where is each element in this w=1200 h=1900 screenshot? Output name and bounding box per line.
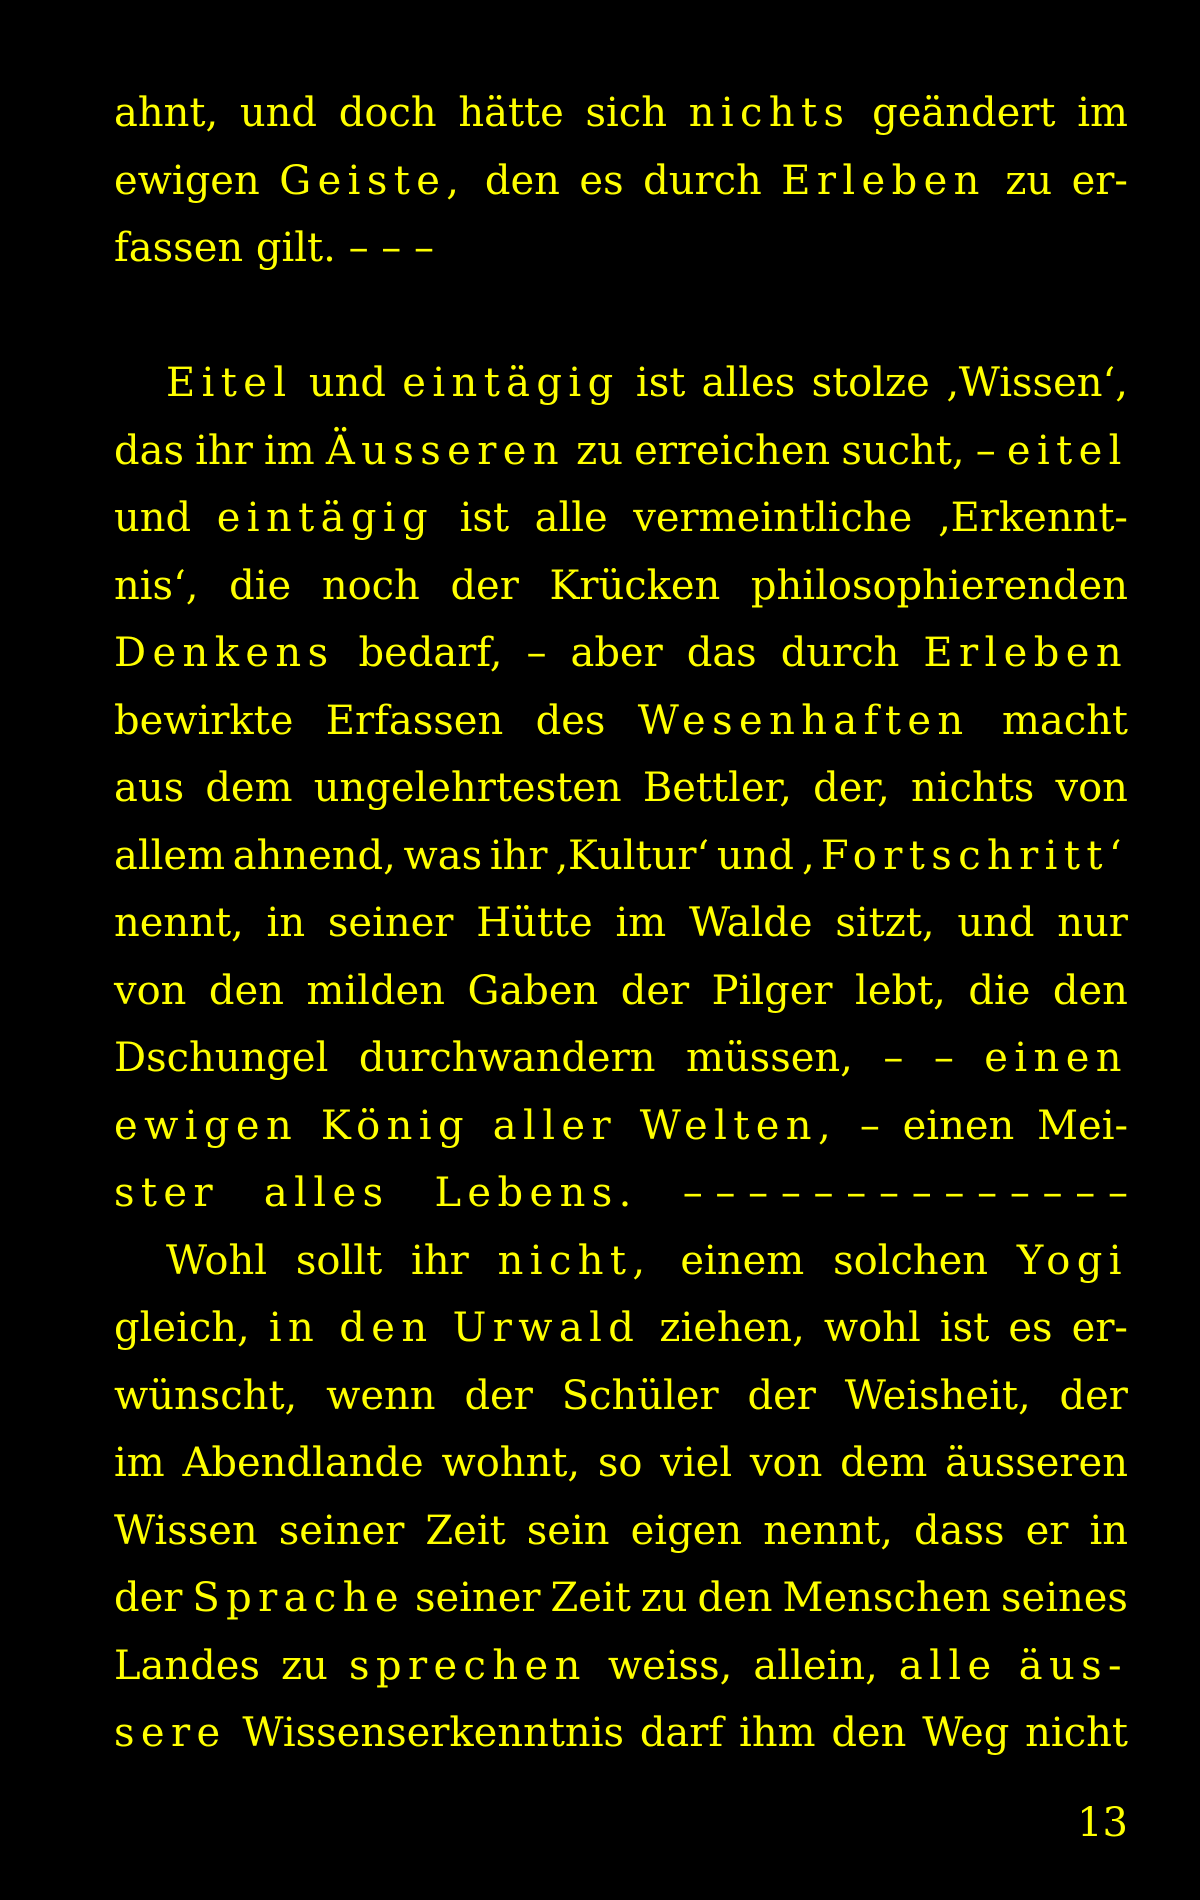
word: alles [701, 360, 796, 406]
word: ist [459, 495, 510, 541]
text-line [114, 1025, 1128, 1093]
word: dem [840, 1440, 928, 1486]
text-line [114, 1633, 1128, 1701]
word: wohnt, [441, 1440, 581, 1486]
word: der [450, 562, 519, 609]
word: Bettler, [642, 765, 792, 811]
word-spaced: sprechen [349, 1642, 587, 1689]
word-spaced: sere [114, 1710, 227, 1756]
word: hätte [458, 90, 564, 136]
text-line [114, 1498, 1128, 1566]
word: er [1025, 1507, 1069, 1554]
word: und [308, 360, 386, 406]
word: äusseren [945, 1440, 1128, 1486]
text-line [114, 958, 1128, 1026]
word: wenn [326, 1372, 436, 1419]
word-spaced: Erleben [923, 630, 1128, 676]
word: bewirkte [114, 697, 294, 744]
dashes: – – – [348, 225, 434, 271]
word: in [1089, 1507, 1128, 1554]
word: macht [1001, 697, 1128, 744]
word: von [749, 1440, 823, 1486]
word: ahnt, [114, 90, 219, 136]
word: es [1008, 1305, 1053, 1351]
word: gleich, [114, 1305, 250, 1351]
word: im [263, 427, 315, 474]
word: nis‘, [114, 562, 199, 609]
word: – [883, 1035, 904, 1081]
word: zu [281, 1642, 328, 1689]
word-spaced: Eitel [166, 360, 293, 406]
word: und [114, 495, 192, 541]
word: es [579, 157, 624, 204]
text-line [114, 1228, 1128, 1296]
word: allem [114, 832, 226, 879]
paragraph-gap [114, 283, 1128, 351]
word: er- [1071, 157, 1128, 204]
word: der [1059, 1372, 1128, 1419]
word: die [229, 562, 292, 609]
word: durch [780, 630, 900, 676]
text-line [114, 1565, 1128, 1633]
word: den [208, 967, 284, 1014]
word: er- [1071, 1305, 1128, 1351]
word: ihm [739, 1710, 816, 1756]
word: der [114, 1575, 183, 1621]
word-spaced: aller [492, 1102, 617, 1149]
word: wünscht, [114, 1372, 298, 1419]
word: Landes [114, 1642, 260, 1689]
word: sitzt, [835, 900, 935, 946]
word: im [114, 1440, 165, 1486]
word: der [464, 1372, 533, 1419]
body-text [114, 80, 1128, 1768]
word: seiner [414, 1575, 541, 1621]
word: müssen, [685, 1035, 853, 1081]
word: Pilger [711, 967, 833, 1014]
word: stolze [811, 360, 930, 406]
word-spaced: Denkens [114, 630, 335, 676]
word: wohl [823, 1305, 921, 1351]
word: dass [914, 1507, 1005, 1554]
word: – [526, 630, 547, 676]
word: gilt. [255, 225, 336, 271]
word: durch [643, 157, 762, 204]
word: was [403, 832, 483, 879]
word-spaced: Yogi [1016, 1237, 1128, 1284]
word: ist [635, 360, 686, 406]
text-line [114, 215, 1128, 283]
word: Dschungel [114, 1035, 329, 1081]
word-spaced: den [339, 1305, 434, 1351]
text-line [114, 755, 1128, 823]
word: Mei- [1037, 1102, 1128, 1149]
word: den [697, 1575, 773, 1621]
word: und [957, 900, 1035, 946]
word: zu [1005, 157, 1053, 204]
word: ihr [411, 1237, 469, 1284]
word: Zeit [550, 1575, 631, 1621]
word: zu [576, 427, 624, 474]
word: und [239, 90, 318, 136]
word: ahnend, [232, 832, 396, 879]
word-spaced: ewigen [114, 1102, 299, 1149]
word-spaced: alle [898, 1642, 998, 1689]
word: im [615, 900, 667, 946]
word: nennt, [763, 1507, 893, 1554]
word: Erfassen [325, 697, 504, 744]
word: aber [570, 630, 663, 676]
text-line [114, 80, 1128, 148]
text-line [114, 1160, 1128, 1228]
word: dem [205, 765, 293, 811]
word-spaced: Äusseren [325, 427, 566, 474]
word-spaced: alles [263, 1170, 390, 1216]
word: Krücken [549, 562, 721, 609]
word: sein [526, 1507, 610, 1554]
text-line [114, 553, 1128, 621]
word: lebt, [855, 967, 946, 1014]
word: von [1055, 765, 1128, 811]
word: das [686, 630, 757, 676]
word: des [535, 697, 606, 744]
text-line [114, 1363, 1128, 1431]
word: ist [939, 1305, 990, 1351]
word: Schüler [561, 1372, 719, 1419]
word: und [716, 832, 795, 879]
word: ‚Erkennt- [937, 495, 1128, 541]
word: Zeit [425, 1507, 506, 1554]
word: den [831, 1710, 907, 1756]
word: ‚Kultur‘ [555, 832, 710, 879]
word: ewigen [114, 157, 260, 204]
text-line [114, 1295, 1128, 1363]
word: seines [1001, 1575, 1128, 1621]
text-line [114, 350, 1128, 418]
word: milden [306, 967, 445, 1014]
text-line [114, 1093, 1128, 1161]
word: erreichen [634, 427, 831, 474]
text-line [114, 1700, 1128, 1768]
word-spaced: Erleben [781, 157, 986, 204]
word: Weisheit, [844, 1372, 1031, 1419]
page-number: 13 [1077, 1800, 1128, 1846]
word: nur [1057, 900, 1128, 946]
word: solchen [833, 1237, 989, 1284]
word: von [114, 967, 187, 1014]
word: das [114, 427, 184, 474]
word: alle [534, 495, 608, 541]
word-spaced: nichts [688, 90, 851, 136]
word: ungelehrtesten [313, 765, 622, 811]
word: der [620, 967, 690, 1014]
word: einen [902, 1102, 1015, 1149]
word: Wohl [166, 1237, 268, 1284]
word-spaced: eintägig [402, 360, 620, 406]
text-line [114, 890, 1128, 958]
word: ihr [489, 832, 548, 879]
word: bedarf, [358, 630, 503, 676]
word: eigen [630, 1507, 743, 1554]
word-spaced: ster [114, 1170, 219, 1216]
word-spaced: nicht, [497, 1237, 652, 1284]
word: – [859, 1102, 880, 1149]
word: allein, [753, 1642, 878, 1689]
word: Walde [688, 900, 813, 946]
word: im [1077, 90, 1128, 136]
word: der, [813, 765, 890, 811]
word: so [597, 1440, 643, 1486]
word-spaced: König [320, 1102, 470, 1149]
text-line [114, 485, 1128, 553]
word-spaced: Sprache [192, 1575, 405, 1621]
word: seiner [278, 1507, 405, 1554]
word: sucht, [841, 427, 965, 474]
text-line [114, 620, 1128, 688]
word: Wissenserkenntnis [242, 1710, 625, 1756]
word-spaced: Geiste, [279, 157, 466, 204]
word: die [968, 967, 1031, 1014]
word: Menschen [782, 1575, 992, 1621]
word: ‚Wissen‘, [946, 360, 1128, 406]
text-line [114, 688, 1128, 756]
text-line [114, 148, 1128, 216]
word-spaced: eitel [1006, 427, 1128, 474]
word-spaced: einen [984, 1035, 1128, 1081]
word: nicht [1025, 1710, 1128, 1756]
word-spaced: ‚Fortschritt‘ [801, 832, 1128, 879]
word: philosophierenden [750, 562, 1128, 609]
word: den [1052, 967, 1128, 1014]
word: durchwandern [358, 1035, 656, 1081]
word: seiner [327, 900, 454, 946]
word: Hütte [476, 900, 593, 946]
word-spaced: äus- [1018, 1642, 1128, 1689]
word: doch [338, 90, 437, 136]
text-line [114, 1430, 1128, 1498]
word: den [484, 157, 560, 204]
word: – [975, 427, 996, 474]
dashes: – – – – – – – – – – – – – – [682, 1170, 1128, 1216]
word: Gaben [467, 967, 599, 1014]
word: vermeintliche [633, 495, 913, 541]
word: Abendlande [182, 1440, 424, 1486]
word: darf [639, 1710, 724, 1756]
word-spaced: Lebens. [434, 1170, 638, 1216]
text-line [114, 823, 1128, 891]
word: in [266, 900, 306, 946]
word-spaced: Wesenhaften [637, 697, 970, 744]
word: fassen [114, 225, 244, 271]
word: sich [585, 90, 667, 136]
word: viel [660, 1440, 733, 1486]
word: sollt [295, 1237, 383, 1284]
word-spaced: Welten, [639, 1102, 838, 1149]
word: Weg [922, 1710, 1010, 1756]
word: aus [114, 765, 185, 811]
word-spaced: eintägig [216, 495, 435, 541]
word: Wissen [114, 1507, 258, 1554]
word: noch [321, 562, 420, 609]
word: der [747, 1372, 816, 1419]
word: zu [640, 1575, 688, 1621]
word: – [933, 1035, 954, 1081]
word: nennt, [114, 900, 244, 946]
word: geändert [872, 90, 1056, 136]
word: ziehen, [659, 1305, 805, 1351]
word-spaced: in [268, 1305, 321, 1351]
word: einem [680, 1237, 805, 1284]
word: nichts [911, 765, 1035, 811]
text-line [114, 418, 1128, 486]
word: ihr [195, 427, 253, 474]
word-spaced: Urwald [452, 1305, 641, 1351]
word: weiss, [607, 1642, 733, 1689]
